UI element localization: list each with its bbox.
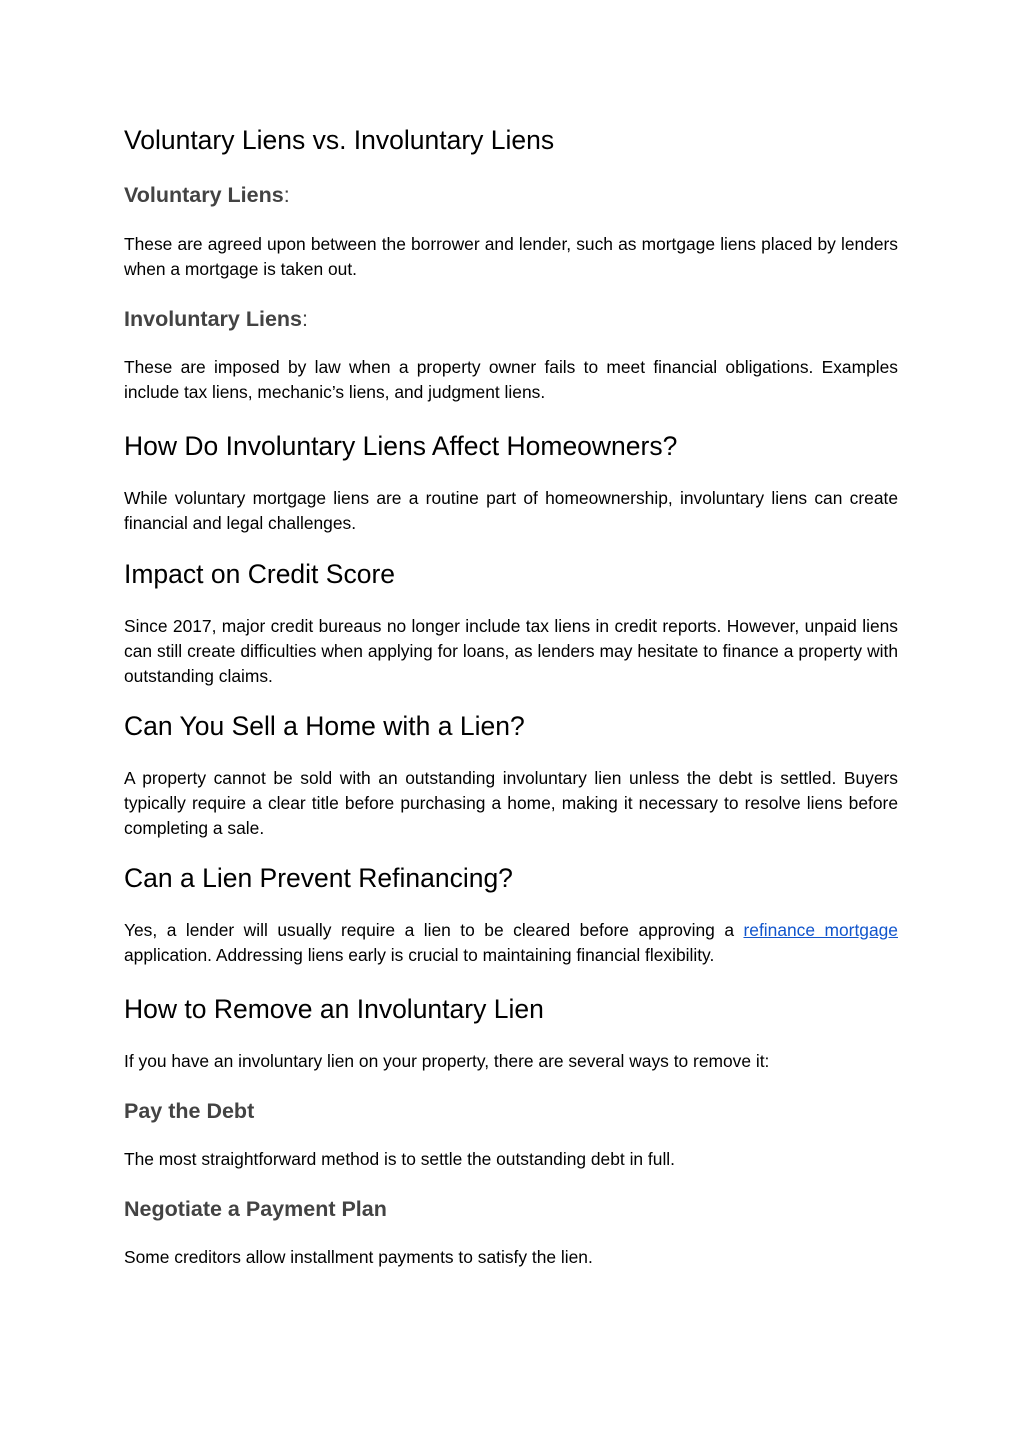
paragraph-remove-lien: If you have an involuntary lien on your property, there are several ways to remove it:	[124, 1051, 770, 1071]
paragraph-involuntary-liens: These are imposed by law when a property owner fails to meet financial obligations. Examples include tax liens, mechanic’s liens, and judgment liens.	[124, 357, 898, 402]
subheading-voluntary-liens: Voluntary Liens:	[124, 183, 290, 207]
paragraph-pay-the-debt: The most straightforward method is to settle the outstanding debt in full.	[124, 1149, 675, 1169]
paragraph-negotiate-payment-plan: Some creditors allow installment payments to satisfy the lien.	[124, 1247, 593, 1267]
subheading-pay-the-debt: Pay the Debt	[124, 1099, 255, 1123]
paragraph-sell-home: A property cannot be sold with an outstanding involuntary lien unless the debt is settled. Buyers typically require a clear title before purchasing a home, making it necessary to resolve liens before completing a sale.	[124, 768, 898, 838]
subheading-involuntary-liens: Involuntary Liens:	[124, 307, 308, 331]
paragraph-affect-homeowners: While voluntary mortgage liens are a routine part of homeownership, involuntary liens can create financial and legal challenges.	[124, 488, 898, 533]
paragraph-credit-score: Since 2017, major credit bureaus no longer include tax liens in credit reports. However, unpaid liens can still create difficulties when applying for loans, as lenders may hesitate to finance a property with outstanding claims.	[124, 616, 898, 686]
paragraph-refinancing-text-1: Yes, a lender will usually require a lien to be cleared before approving a	[124, 920, 744, 940]
section-title-credit-score: Impact on Credit Score	[124, 559, 396, 589]
section-title-sell-home: Can You Sell a Home with a Lien?	[124, 711, 525, 741]
subheading-negotiate-payment-plan: Negotiate a Payment Plan	[124, 1197, 387, 1221]
paragraph-refinancing-text-2: application. Addressing liens early is crucial to maintaining financial flexibility.	[124, 945, 715, 965]
section-title-refinancing: Can a Lien Prevent Refinancing?	[124, 863, 513, 893]
section-title-affect-homeowners: How Do Involuntary Liens Affect Homeowners?	[124, 431, 678, 461]
paragraph-voluntary-liens: These are agreed upon between the borrower and lender, such as mortgage liens placed by lenders when a mortgage is taken out.	[124, 234, 898, 279]
paragraph-refinancing	[124, 918, 898, 968]
refinance-mortgage-link[interactable]: refinance mortgage	[743, 920, 898, 940]
subheading-involuntary-liens-text: Involuntary Liens	[124, 307, 303, 331]
section-title-remove-lien: How to Remove an Involuntary Lien	[124, 994, 544, 1024]
subheading-voluntary-liens-text: Voluntary Liens	[124, 183, 284, 207]
section-title-voluntary-vs-involuntary: Voluntary Liens vs. Involuntary Liens	[124, 125, 555, 155]
